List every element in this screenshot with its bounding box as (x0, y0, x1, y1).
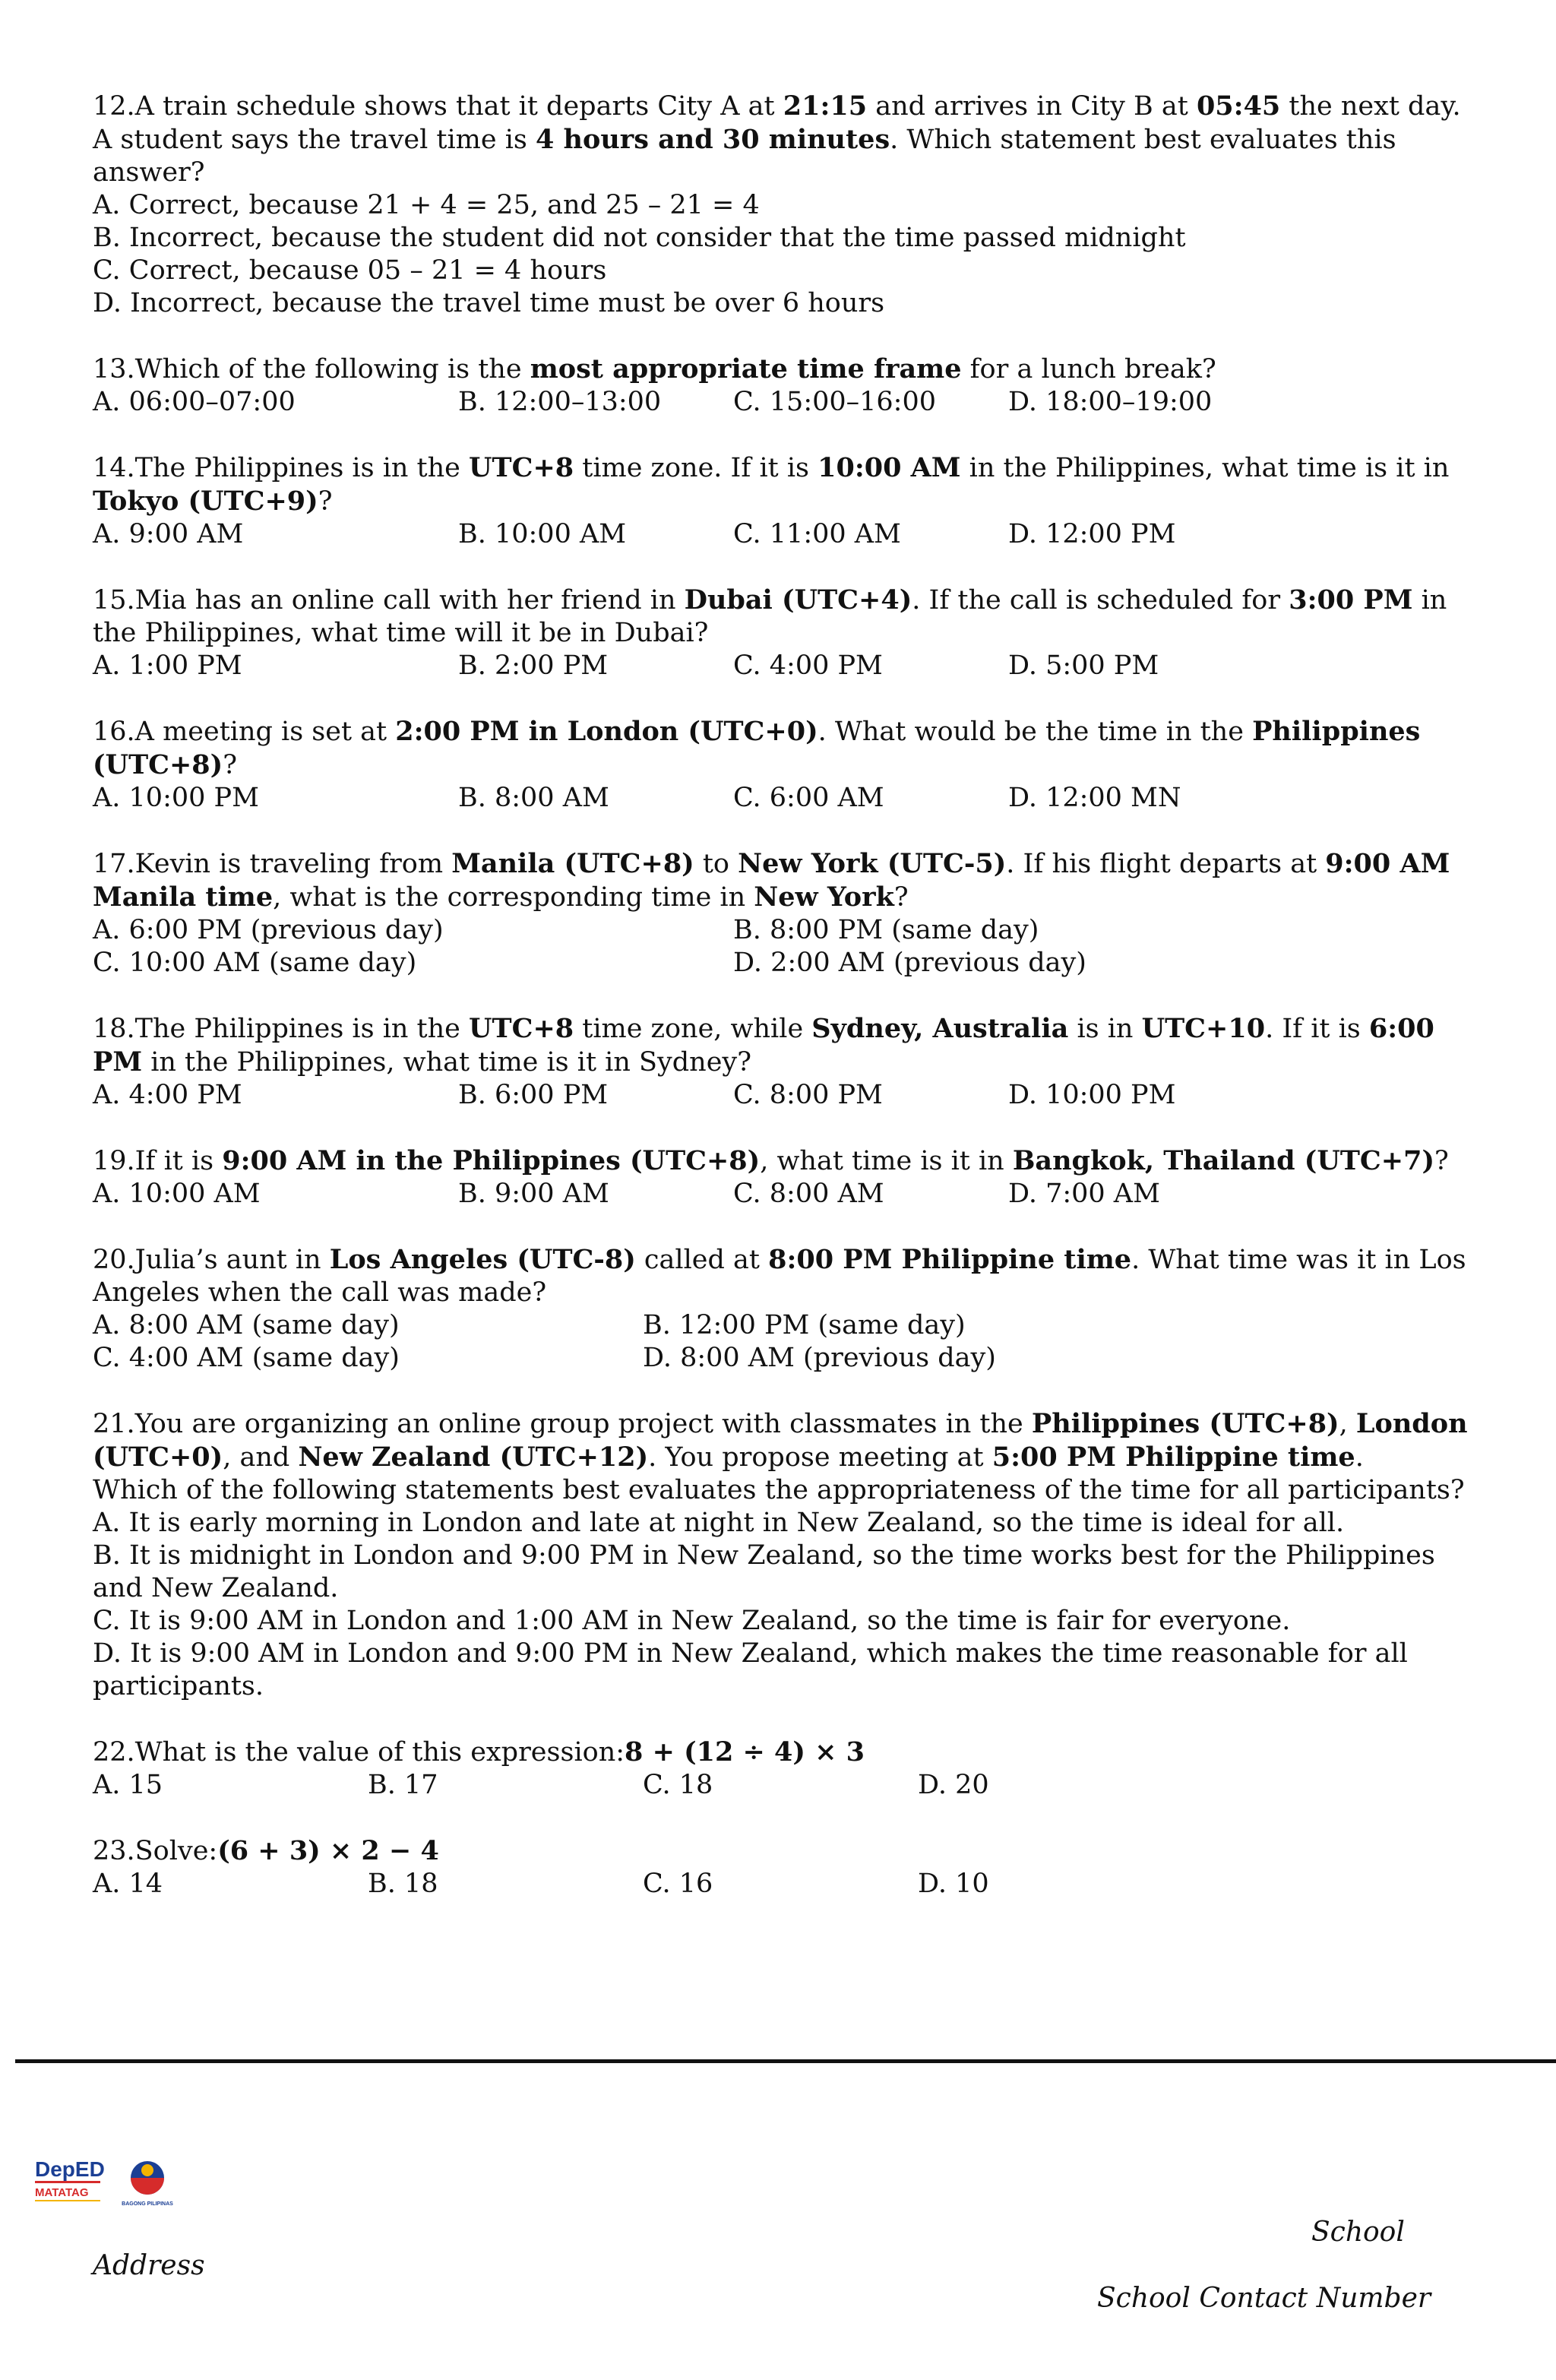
answer-option-d: D. 20 (918, 1770, 989, 1800)
question-stem (93, 715, 1468, 782)
stem-text: . What would be the time in the (818, 717, 1253, 747)
question-16 (93, 715, 1468, 815)
stem-text: What is the value of this expression: (134, 1737, 625, 1768)
emphasis-text: 10:00 AM (818, 452, 961, 483)
bagong-pilipinas-text: BAGONG PILIPINAS (122, 2201, 173, 2207)
emphasis-text: New Zealand (UTC+12) (298, 1442, 649, 1473)
answer-option-a: A. 10:00 PM (93, 783, 259, 813)
school-contact-field: School Contact Number (1097, 2283, 1431, 2314)
stem-text: Solve: (134, 1836, 218, 1866)
emphasis-text: Dubai (UTC+4) (684, 584, 912, 616)
footer-logos (33, 2147, 185, 2208)
question-stem (93, 1243, 1468, 1309)
answer-option-a: A. Correct, because 21 + 4 = 25, and 25 – 21 = 4 (93, 190, 760, 220)
question-stem (93, 847, 1468, 914)
stem-text: , (1339, 1409, 1356, 1439)
stem-text: in the Philippines, what time is it in (960, 453, 1450, 483)
question-13 (93, 353, 1468, 419)
stem-text: time zone. If it is (574, 453, 818, 483)
question-stem (93, 1144, 1468, 1178)
stem-text: time zone, while (574, 1014, 812, 1044)
answer-options (93, 1079, 1468, 1112)
answer-option-b: B. 12:00–13:00 (458, 387, 662, 417)
question-23 (93, 1834, 1468, 1901)
stem-text: ? (223, 750, 237, 780)
answer-options (93, 914, 1468, 980)
answer-option-a: A. 4:00 PM (93, 1080, 242, 1110)
answer-option-c: C. 10:00 AM (same day) (93, 948, 417, 978)
answer-option-b: B. 8:00 AM (458, 783, 609, 813)
questions-container (93, 90, 1468, 1933)
emphasis-text: UTC+10 (1141, 1013, 1266, 1044)
question-stem (93, 451, 1468, 518)
answer-option-b: B. 6:00 PM (458, 1080, 609, 1110)
answer-option-b: B. 12:00 PM (same day) (643, 1310, 966, 1340)
emphasis-text: New York (754, 881, 894, 913)
answer-option-a: A. 06:00–07:00 (93, 387, 296, 417)
emphasis-text: 05:45 (1196, 90, 1281, 122)
question-19 (93, 1144, 1468, 1211)
answer-options (93, 1309, 1468, 1375)
emphasis-text: 6:00 PM (93, 1013, 1434, 1078)
stem-text: A train schedule shows that it departs City A at (134, 91, 783, 122)
question-number: 16. (93, 717, 135, 747)
answer-option-d: D. 8:00 AM (previous day) (643, 1343, 996, 1373)
question-number: 14. (93, 453, 135, 483)
deped-matatag-logo (35, 2157, 105, 2201)
answer-option-c: C. 16 (643, 1869, 713, 1899)
emphasis-text: Manila (UTC+8) (451, 848, 694, 879)
question-12 (93, 90, 1468, 320)
stem-text: . If the call is scheduled for (912, 585, 1289, 616)
emphasis-text: 4 hours and 30 minutes (536, 124, 890, 155)
stem-text: , what is the corresponding time in (273, 882, 754, 913)
answer-options (93, 518, 1468, 551)
question-number: 18. (93, 1014, 135, 1044)
address-field: Address (93, 2250, 205, 2281)
answer-option-d: D. It is 9:00 AM in London and 9:00 PM in New Zealand, which makes the time reasonable for all participants. (93, 1638, 1408, 1701)
emphasis-text: UTC+8 (469, 1013, 574, 1044)
emphasis-text: Los Angeles (UTC-8) (329, 1244, 636, 1275)
question-number: 15. (93, 585, 135, 616)
answer-option-b: B. It is midnight in London and 9:00 PM in New Zealand, so the time works best for the Philippines and New Zealand. (93, 1540, 1435, 1603)
emphasis-text: 8 + (12 ÷ 4) × 3 (625, 1736, 865, 1768)
answer-options (93, 1769, 1468, 1802)
answer-options (93, 1868, 1468, 1901)
stem-text: the next day. A student says the travel time is (93, 91, 1461, 155)
answer-option-b: B. 18 (368, 1869, 438, 1899)
answer-option-d: D. 10 (918, 1869, 989, 1899)
school-name-field: School (1311, 2217, 1405, 2248)
answer-option-c: C. It is 9:00 AM in London and 1:00 AM in New Zealand, so the time is fair for everyone. (93, 1606, 1291, 1636)
question-21 (93, 1407, 1468, 1703)
stem-text: Kevin is traveling from (134, 849, 452, 879)
emphasis-text: Tokyo (UTC+9) (93, 486, 318, 517)
answer-option-d: D. 5:00 PM (1008, 650, 1159, 681)
question-number: 22. (93, 1737, 135, 1768)
emphasis-text: 8:00 PM Philippine time (768, 1244, 1132, 1275)
answer-option-d: D. 2:00 AM (previous day) (733, 948, 1086, 978)
emphasis-text: Philippines (UTC+8) (93, 716, 1421, 780)
question-22 (93, 1736, 1468, 1802)
emphasis-text: most appropriate time frame (530, 353, 962, 385)
stem-text: ? (1434, 1146, 1449, 1176)
stem-text: You are organizing an online group project with classmates in the (134, 1409, 1032, 1439)
answer-option-c: C. 15:00–16:00 (733, 387, 937, 417)
emphasis-text: Philippines (UTC+8) (1031, 1408, 1339, 1439)
question-stem (93, 1834, 1468, 1868)
answer-option-a: A. 9:00 AM (93, 519, 244, 549)
stem-text: Mia has an online call with her friend in (134, 585, 685, 616)
stem-text: Which of the following statements best evaluates the appropriateness of the time for all participants? (93, 1475, 1465, 1505)
stem-text: Which of the following is the (134, 354, 530, 385)
emphasis-text: London (UTC+0) (93, 1408, 1468, 1473)
emphasis-text: New York (UTC-5) (738, 848, 1007, 879)
question-number: 21. (93, 1409, 135, 1439)
answer-option-a: A. 10:00 AM (93, 1179, 261, 1209)
answer-options (93, 189, 1468, 320)
answer-option-b: B. Incorrect, because the student did not consider that the time passed midnight (93, 223, 1186, 253)
stem-text: ? (893, 882, 909, 913)
stem-text: ? (318, 486, 333, 517)
question-stem (93, 584, 1468, 650)
stem-text: . If it is (1265, 1014, 1369, 1044)
emphasis-text: 3:00 PM (1289, 584, 1413, 616)
stem-text: . What time was it in Los Angeles when the call was made? (93, 1245, 1466, 1308)
stem-text: The Philippines is in the (134, 1014, 470, 1044)
stem-text: to (694, 849, 738, 879)
answer-option-c: C. Correct, because 05 – 21 = 4 hours (93, 255, 607, 286)
answer-option-c: C. 11:00 AM (733, 519, 901, 549)
question-stem (93, 1736, 1468, 1769)
matatag-logo-text: MATATAG (35, 2186, 89, 2199)
answer-option-d: D. 18:00–19:00 (1008, 387, 1213, 417)
stem-text: . Which statement best evaluates this answer? (93, 125, 1396, 188)
question-number: 20. (93, 1245, 135, 1275)
question-17 (93, 847, 1468, 980)
question-number: 23. (93, 1836, 135, 1866)
stem-text: in the Philippines, what time is it in Sydney? (142, 1047, 751, 1078)
emphasis-text: Bangkok, Thailand (UTC+7) (1012, 1145, 1435, 1176)
stem-text: is in (1068, 1014, 1142, 1044)
answer-option-d: D. Incorrect, because the travel time must be over 6 hours (93, 288, 885, 318)
question-20 (93, 1243, 1468, 1375)
footer-divider (15, 2059, 1556, 2063)
answer-option-b: B. 10:00 AM (458, 519, 627, 549)
answer-options (93, 782, 1468, 815)
stem-text: . You propose meeting at (648, 1442, 992, 1473)
emphasis-text: 21:15 (783, 90, 868, 122)
answer-option-c: C. 8:00 AM (733, 1179, 884, 1209)
emphasis-text: Sydney, Australia (811, 1013, 1069, 1044)
answer-option-b: B. 9:00 AM (458, 1179, 609, 1209)
question-number: 13. (93, 354, 135, 385)
question-18 (93, 1012, 1468, 1112)
emphasis-text: UTC+8 (469, 452, 574, 483)
answer-option-b: B. 17 (368, 1770, 438, 1800)
stem-text: , what time is it in (760, 1146, 1013, 1176)
answer-option-b: B. 8:00 PM (same day) (733, 915, 1039, 945)
emphasis-text: 2:00 PM in London (UTC+0) (395, 716, 818, 747)
answer-option-a: A. 15 (93, 1770, 163, 1800)
question-stem (93, 90, 1468, 189)
question-number: 12. (93, 91, 135, 122)
emphasis-text: 5:00 PM Philippine time (991, 1442, 1355, 1473)
answer-option-c: C. 6:00 AM (733, 783, 884, 813)
answer-options (93, 1178, 1468, 1211)
deped-logo-text: DepED (35, 2157, 105, 2181)
stem-text: Julia’s aunt in (134, 1245, 330, 1275)
question-number: 17. (93, 849, 135, 879)
stem-text: for a lunch break? (961, 354, 1216, 385)
stem-text: . If his flight departs at (1006, 849, 1326, 879)
answer-option-c: C. 4:00 PM (733, 650, 883, 681)
question-stem (93, 1012, 1468, 1079)
answer-option-d: D. 10:00 PM (1008, 1080, 1176, 1110)
answer-option-c: C. 4:00 AM (same day) (93, 1343, 400, 1373)
answer-option-c: C. 8:00 PM (733, 1080, 883, 1110)
answer-option-a: A. 1:00 PM (93, 650, 242, 681)
answer-options (93, 1507, 1468, 1703)
question-number: 19. (93, 1146, 135, 1176)
stem-text: in the Philippines, what time will it be in Dubai? (93, 585, 1447, 648)
emphasis-text: (6 + 3) × 2 − 4 (217, 1835, 439, 1866)
answer-option-d: D. 7:00 AM (1008, 1179, 1160, 1209)
stem-text: The Philippines is in the (134, 453, 470, 483)
answer-option-a: A. 8:00 AM (same day) (93, 1310, 400, 1340)
stem-text: . (1355, 1442, 1364, 1473)
stem-text: and arrives in City B at (867, 91, 1197, 122)
answer-option-a: A. 6:00 PM (previous day) (93, 915, 444, 945)
stem-text: If it is (134, 1146, 223, 1176)
answer-option-a: A. 14 (93, 1869, 163, 1899)
question-stem (93, 1407, 1468, 1507)
question-stem (93, 353, 1468, 386)
emphasis-text: 9:00 AM in the Philippines (UTC+8) (222, 1145, 761, 1176)
answer-options (93, 650, 1468, 682)
answer-options (93, 386, 1468, 419)
stem-text: called at (635, 1245, 769, 1275)
question-15 (93, 584, 1468, 682)
stem-text: A meeting is set at (134, 717, 396, 747)
stem-text: , and (223, 1442, 299, 1473)
answer-option-a: A. It is early morning in London and late at night in New Zealand, so the time is ideal for all. (93, 1508, 1345, 1538)
answer-option-c: C. 18 (643, 1770, 713, 1800)
answer-option-b: B. 2:00 PM (458, 650, 609, 681)
question-14 (93, 451, 1468, 551)
sun-icon (141, 2164, 153, 2176)
answer-option-d: D. 12:00 MN (1008, 783, 1181, 813)
bagong-pilipinas-logo (122, 2161, 173, 2207)
emphasis-text: 9:00 AM Manila time (93, 848, 1450, 913)
answer-option-d: D. 12:00 PM (1008, 519, 1176, 549)
